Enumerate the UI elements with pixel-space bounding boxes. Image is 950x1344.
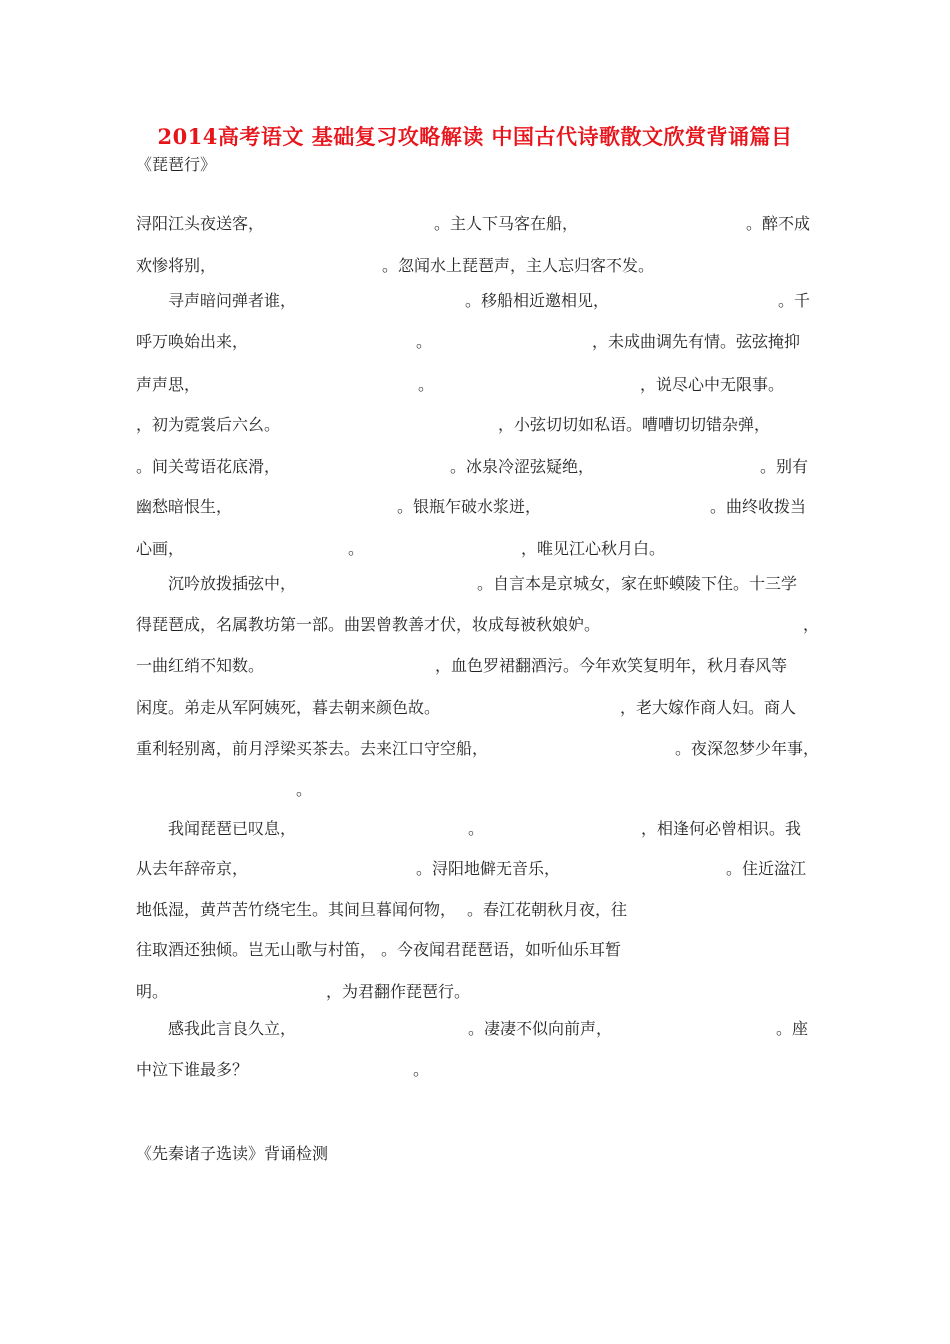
- line-segment: 往取酒还独倾。岂无山歌与村笛，: [136, 940, 377, 959]
- line-segment: 得琵琶成，名属教坊第一部。曲罢曾教善才伏，妆成每被秋娘妒。: [136, 615, 601, 634]
- line-segment: 我闻琵琶已叹息，: [168, 819, 297, 838]
- line-segment: 。冰泉冷涩弦疑绝，: [450, 457, 595, 476]
- line-segment: 声声思，: [136, 375, 201, 394]
- line-segment: ，老大嫁作商人妇。商人: [620, 698, 797, 717]
- document-title: 2014高考语文 基础复习攻略解读 中国古代诗歌散文欣赏背诵篇目: [157, 124, 793, 149]
- line-segment: 。忽闻水上琵琶声，主人忘归客不发。: [382, 256, 655, 275]
- line-segment: 呼万唤始出来，: [136, 332, 249, 351]
- line-segment: 。: [296, 780, 313, 799]
- line-segment: 。今夜闻君琵琶语，如听仙乐耳暂: [381, 940, 622, 959]
- line-segment: 寻声暗问弹者谁，: [168, 291, 297, 310]
- line-segment: 。曲终收拨当: [710, 497, 807, 516]
- line-segment: 。移船相近邀相见，: [465, 291, 610, 310]
- line-segment: 幽愁暗恨生，: [136, 497, 233, 516]
- line-segment: 。夜深忽梦少年事，: [675, 739, 820, 758]
- line-segment: 。别有: [760, 457, 809, 476]
- line-segment: 一曲红绡不知数。: [136, 656, 265, 675]
- line-segment: 心画，: [136, 539, 185, 558]
- line-segment: 。: [418, 375, 435, 394]
- line-segment: ，血色罗裙翻酒污。今年欢笑复明年，秋月春风等: [435, 656, 788, 675]
- line-segment: 欢惨将别，: [136, 256, 217, 275]
- line-segment: 感我此言良久立，: [168, 1019, 297, 1038]
- line-segment: 中泣下谁最多？: [136, 1060, 249, 1079]
- line-segment: ，唯见江心秋月白。: [521, 539, 666, 558]
- poem-title: 《琵琶行》: [136, 155, 217, 174]
- section-heading: 《先秦诸子选读》背诵检测: [136, 1144, 329, 1163]
- line-segment: ，说尽心中无限事。: [640, 375, 785, 394]
- line-segment: 从去年辞帝京，: [136, 859, 249, 878]
- line-segment: ，: [803, 615, 820, 634]
- line-segment: 沉吟放拨插弦中，: [168, 574, 297, 593]
- line-segment: 。银瓶乍破水浆迸，: [397, 497, 542, 516]
- line-segment: 浔阳江头夜送客，: [136, 214, 265, 233]
- line-segment: ，小弦切切如私语。嘈嘈切切错杂弹，: [498, 415, 771, 434]
- line-segment: 。: [348, 539, 365, 558]
- line-segment: 。间关莺语花底滑，: [136, 457, 281, 476]
- line-segment: ，未成曲调先有情。弦弦掩抑: [592, 332, 801, 351]
- line-segment: 。浔阳地僻无音乐，: [416, 859, 561, 878]
- line-segment: ，为君翻作琵琶行。: [326, 982, 471, 1001]
- line-segment: 。: [468, 819, 485, 838]
- line-segment: 地低湿，黄芦苦竹绕宅生。其间旦暮闻何物，: [136, 900, 457, 919]
- line-segment: 闲度。弟走从军阿姨死，暮去朝来颜色故。: [136, 698, 441, 717]
- line-segment: 重利轻别离，前月浮梁买茶去。去来江口守空船，: [136, 739, 489, 758]
- line-segment: 。住近湓江: [726, 859, 807, 878]
- line-segment: 。凄凄不似向前声，: [468, 1019, 613, 1038]
- line-segment: ，初为霓裳后六幺。: [136, 415, 281, 434]
- line-segment: ，相逢何必曾相识。我: [641, 819, 802, 838]
- line-segment: 。: [413, 1060, 430, 1079]
- line-segment: 。: [416, 332, 433, 351]
- line-segment: 。主人下马客在船，: [434, 214, 579, 233]
- line-segment: 。自言本是京城女，家在虾蟆陵下住。十三学: [477, 574, 798, 593]
- line-segment: 。千: [778, 291, 811, 310]
- line-segment: 。座: [776, 1019, 809, 1038]
- line-segment: 。春江花朝秋月夜，往: [467, 900, 628, 919]
- line-segment: 。醉不成: [746, 214, 811, 233]
- line-segment: 明。: [136, 982, 169, 1001]
